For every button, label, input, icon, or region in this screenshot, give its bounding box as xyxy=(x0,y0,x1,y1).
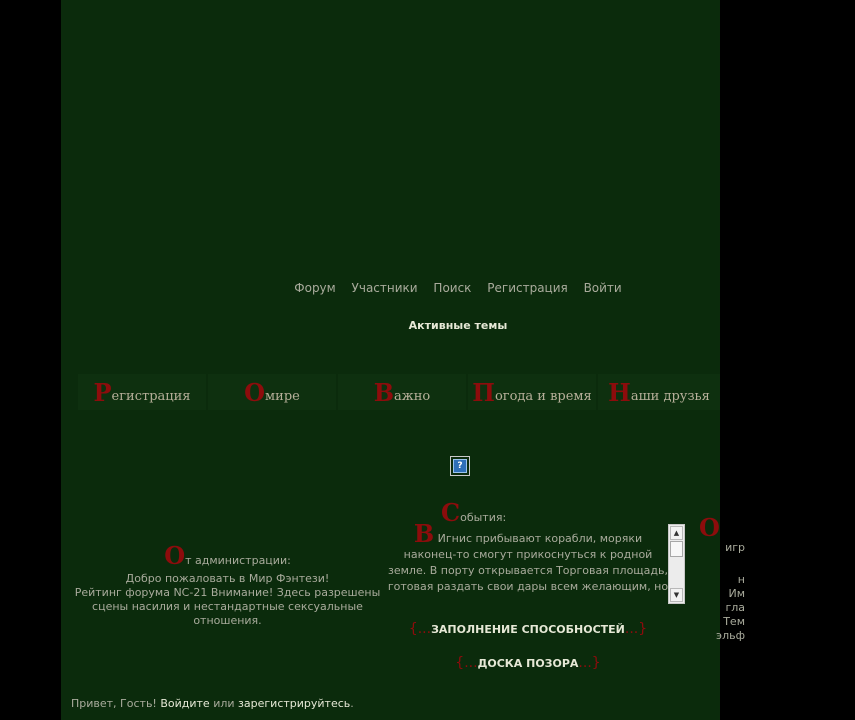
menu-our-friends[interactable] xyxy=(598,374,720,410)
footer-or: или xyxy=(213,697,235,710)
menu-important[interactable] xyxy=(338,374,466,410)
admin-cap-letter: О xyxy=(164,541,186,570)
menu-label: егистрация xyxy=(111,388,191,404)
footer-register-link[interactable]: зарегистрируйтесь xyxy=(238,697,351,710)
forum-main xyxy=(61,0,745,720)
right-block-text: игр н Им гла Тем эльф xyxy=(716,541,745,642)
menu-label: мире xyxy=(265,388,300,404)
admin-title: т администрации: xyxy=(185,554,291,567)
menu-about-world[interactable] xyxy=(208,374,336,410)
menu-label: аши друзья xyxy=(630,388,710,404)
footer-login-link[interactable]: Войдите xyxy=(160,697,210,710)
help-icon[interactable] xyxy=(450,456,470,476)
right-block-cap-letter: О xyxy=(699,513,720,542)
menu-cap-letter: Н xyxy=(608,377,631,407)
shame-board-link-label: ДОСКА ПОЗОРА xyxy=(477,657,579,670)
nav-forum[interactable]: Форум xyxy=(294,281,336,295)
menu-cap-letter: О xyxy=(244,377,266,407)
events-scrollbar[interactable] xyxy=(668,524,685,604)
events-line: наконец-то смогут прикоснуться к родной xyxy=(403,548,653,561)
events-title: обытия: xyxy=(460,511,507,524)
active-topics-link[interactable]: Активные темы xyxy=(408,319,508,332)
events-text-cap: В xyxy=(413,519,435,548)
greeting-text: Привет, Гость! xyxy=(71,697,157,710)
menu-cap-letter: П xyxy=(472,377,495,407)
abilities-link-label: ЗАПОЛНЕНИЕ СПОСОБНОСТЕЙ xyxy=(431,623,625,636)
nav-login[interactable]: Войти xyxy=(583,281,622,295)
nav-search[interactable]: Поиск xyxy=(433,281,472,295)
shame-board-link[interactable]: {...ДОСКА ПОЗОРА...} xyxy=(455,655,601,671)
abilities-link[interactable]: {...ЗАПОЛНЕНИЕ СПОСОБНОСТЕЙ...} xyxy=(408,621,648,637)
top-navigation xyxy=(61,281,855,295)
menu-label: ажно xyxy=(394,388,431,404)
guest-greeting: Привет, Гость! Войдите или зарегистрируйтесь. xyxy=(71,697,354,710)
menu-weather-time[interactable] xyxy=(468,374,596,410)
events-line: готовая раздать свои дары всем желающим, но xyxy=(387,580,669,593)
nav-register[interactable]: Регистрация xyxy=(487,281,568,295)
events-line: В Игнис прибывают корабли, моряки xyxy=(413,519,643,548)
scroll-up-icon[interactable]: ▲ xyxy=(670,526,683,540)
admin-heading xyxy=(71,541,384,570)
events-cap-letter: С xyxy=(441,498,461,527)
nav-members[interactable]: Участники xyxy=(351,281,418,295)
admin-message: Добро пожаловать в Мир Фэнтези! Рейтинг форума NC-21 Внимание! Здесь разрешены сцены насилия и нестандартные сексуальные отношения. xyxy=(74,572,381,627)
events-heading xyxy=(441,498,691,527)
menu-registration[interactable] xyxy=(78,374,206,410)
menu-cap-letter: В xyxy=(373,377,395,407)
events-line: земле. В порту открывается Торговая площадь, xyxy=(388,564,668,577)
menu-cap-letter: Р xyxy=(93,377,112,407)
events-scroll-box xyxy=(383,519,673,600)
scroll-thumb[interactable] xyxy=(670,541,683,557)
admin-message-block xyxy=(71,541,384,628)
scroll-down-icon[interactable]: ▼ xyxy=(670,588,683,602)
menu-label: огода и время xyxy=(494,388,592,404)
question-mark-icon: ? xyxy=(453,459,467,473)
